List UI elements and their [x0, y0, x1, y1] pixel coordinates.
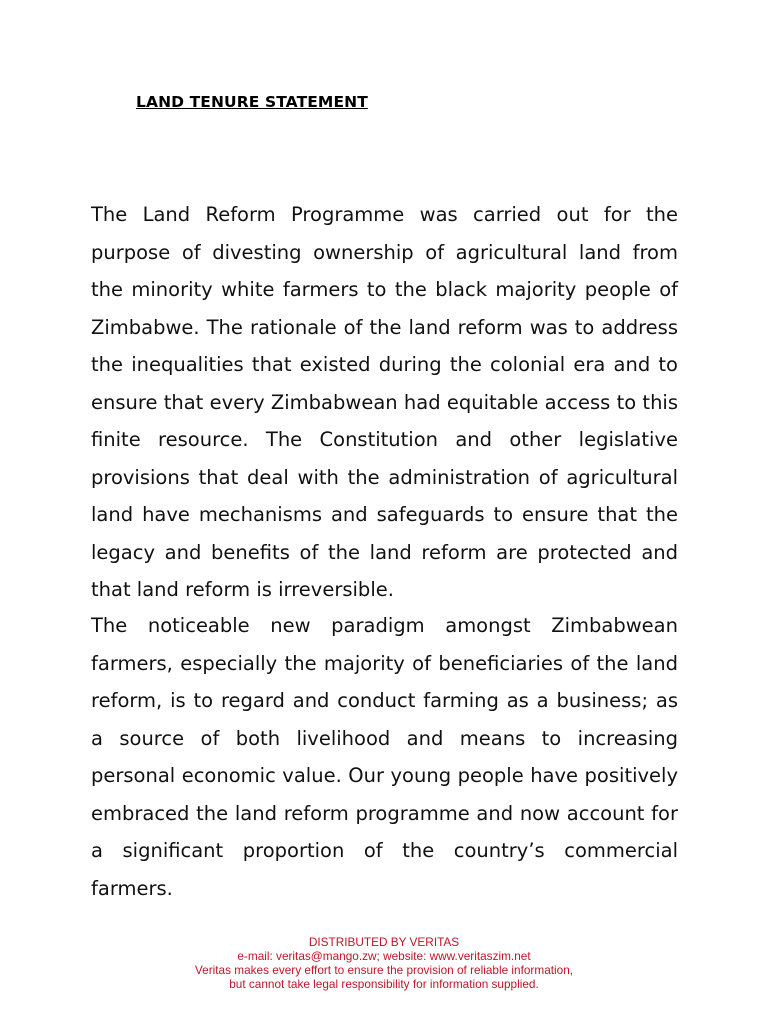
distribution-footer	[0, 935, 768, 991]
footer-contact: e-mail: veritas@mango.zw; website: www.veritaszim.net	[237, 949, 531, 963]
footer-distributed-by: DISTRIBUTED BY VERITAS	[308, 935, 460, 949]
footer-disclaimer-2: but cannot take legal responsibility for information supplied.	[229, 977, 539, 991]
paragraph-new-paradigm: The noticeable new paradigm amongst Zimbabwean farmers, especially the majority of beneficiaries of the land reform, is to regard and conduct farming as a business; as a source of both livelihood and means to increasing personal economic value. Our young people have positively embraced the land reform programme and now account for a significant proportion of the country’s commercial farmers.	[91, 614, 678, 900]
document-title: LAND TENURE STATEMENT	[136, 93, 368, 111]
footer-disclaimer-1: Veritas makes every effort to ensure the provision of reliable information,	[194, 963, 574, 977]
paragraph-land-reform-purpose: The Land Reform Programme was carried out for the purpose of divesting ownership of agricultural land from the minority white farmers to the black majority people of Zimbabwe. The rationale of the land reform was to address the inequalities that existed during the colonial era and to ensure that every Zimbabwean had equitable access to this finite resource. The Constitution and other legislative provisions that deal with the administration of agricultural land have mechanisms and safeguards to ensure that the legacy and benefits of the land reform are protected and that land reform is irreversible.	[91, 203, 678, 601]
